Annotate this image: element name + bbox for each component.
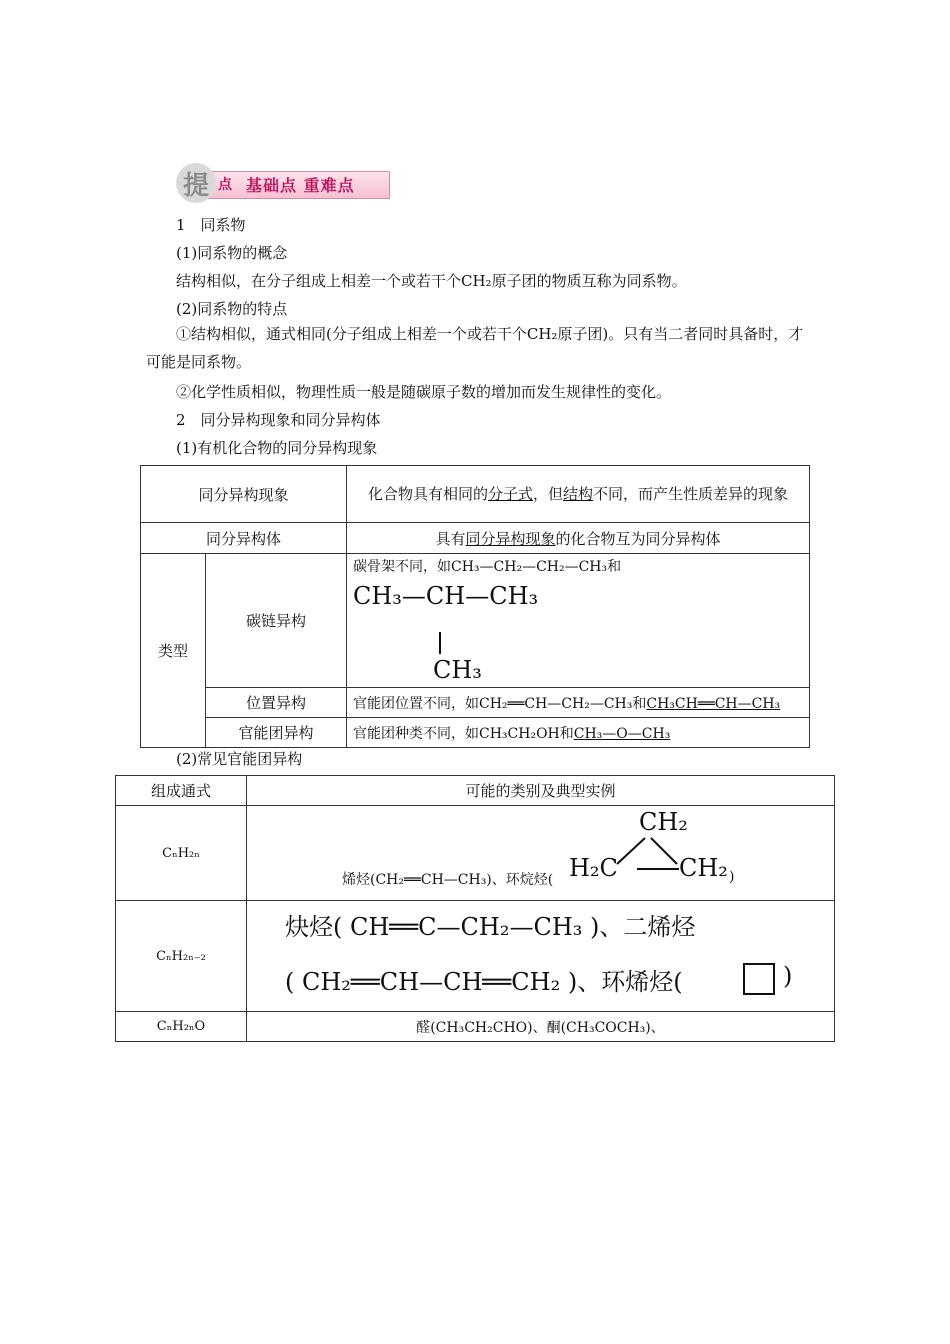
position-isomer-text: 官能团位置不同，如CH₂══CH—CH₂—CH₃和CH₃CH══CH—CH₃ [347, 688, 810, 718]
functional-isomer-text: 官能团种类不同，如CH₃CH₂OH和CH₃—O—CH₃ [347, 718, 810, 748]
badge-small-label: 点 [218, 177, 232, 193]
cyclopropane-bonds [607, 836, 687, 876]
ring-top: CH₂ [639, 808, 688, 836]
functional-isomer-label: 官能团异构 [206, 718, 347, 748]
homolog-feature-1: ①结构相似，通式相同(分子组成上相差一个或若干个CH₂原子团)。只有当二者同时具备时，才可能是同系物。 [146, 325, 804, 371]
isobutane-branch: CH₃ [433, 656, 482, 684]
col-general-formula: 组成通式 [116, 776, 247, 806]
badge-icon: 提 [176, 163, 216, 203]
isomerism-label: 同分异构现象 [141, 466, 347, 523]
heading-homolog-concept: (1)同系物的概念 [176, 244, 288, 262]
aldehyde-ketone-text: 醛(CH₃CH₂CHO)、酮(CH₃COCH₃)、 [247, 1012, 835, 1042]
isomerism-table [140, 465, 810, 748]
functional-isomer-table [115, 775, 835, 1042]
type-label: 类型 [141, 554, 206, 748]
cnh2n-examples [247, 806, 835, 901]
section-badge [176, 163, 392, 201]
cnh2n-2-examples [247, 901, 835, 1012]
col-examples: 可能的类别及典型实例 [247, 776, 835, 806]
cyclobutene-square [743, 963, 775, 995]
isomerism-definition: 化合物具有相同的分子式，但结构不同，而产生性质差异的现象 [347, 466, 810, 523]
isomer-label: 同分异构体 [141, 523, 347, 554]
chain-isomer-cell [347, 554, 810, 688]
ring-right: CH₂ [679, 854, 728, 882]
isobutane-main-chain: CH₃—CH—CH₃ [353, 582, 539, 610]
cycloalkane-close: ) [729, 869, 735, 885]
alkene-cycloalkane-text: 烯烃(CH₂══CH—CH₃)、环烷烃( [342, 872, 554, 888]
formula-cnh2n: CₙH₂ₙ [116, 806, 247, 901]
formula-cnh2no: CₙH₂ₙO [116, 1012, 247, 1042]
branch-bond [439, 632, 441, 654]
alkyne-diene-line: 炔烃( CH══C—CH₂—CH₃ )、二烯烃 [285, 913, 696, 941]
homolog-feature-2: ②化学性质相似，物理性质一般是随碳原子数的增加而发生规律性的变化。 [176, 383, 672, 401]
chain-isomer-text: 碳骨架不同，如CH₃—CH₂—CH₂—CH₃和 [353, 559, 622, 575]
position-isomer-label: 位置异构 [206, 688, 347, 718]
diene-cycloalkene-line: ( CH₂══CH—CH══CH₂ )、环烯烃( [285, 968, 683, 996]
ring-left: H₂C [569, 854, 618, 882]
formula-cnh2n-2: CₙH₂ₙ₋₂ [116, 901, 247, 1012]
heading-functional-isomerism: (2)常见官能团异构 [176, 750, 303, 768]
badge-title: 基础点 重难点 [246, 176, 355, 195]
heading-isomerism-phenomenon: (1)有机化合物的同分异构现象 [176, 439, 378, 457]
homolog-concept-text: 结构相似，在分子组成上相差一个或若干个CH₂原子团的物质互称为同系物。 [176, 272, 687, 290]
cycloalkene-close: ) [783, 962, 793, 990]
heading-homolog-features: (2)同系物的特点 [176, 300, 288, 318]
chain-isomer-label: 碳链异构 [206, 554, 347, 688]
heading-isomerism: 2 同分异构现象和同分异构体 [176, 411, 381, 429]
heading-homolog: 1 同系物 [176, 216, 246, 234]
isomer-definition: 具有同分异构现象的化合物互为同分异构体 [347, 523, 810, 554]
